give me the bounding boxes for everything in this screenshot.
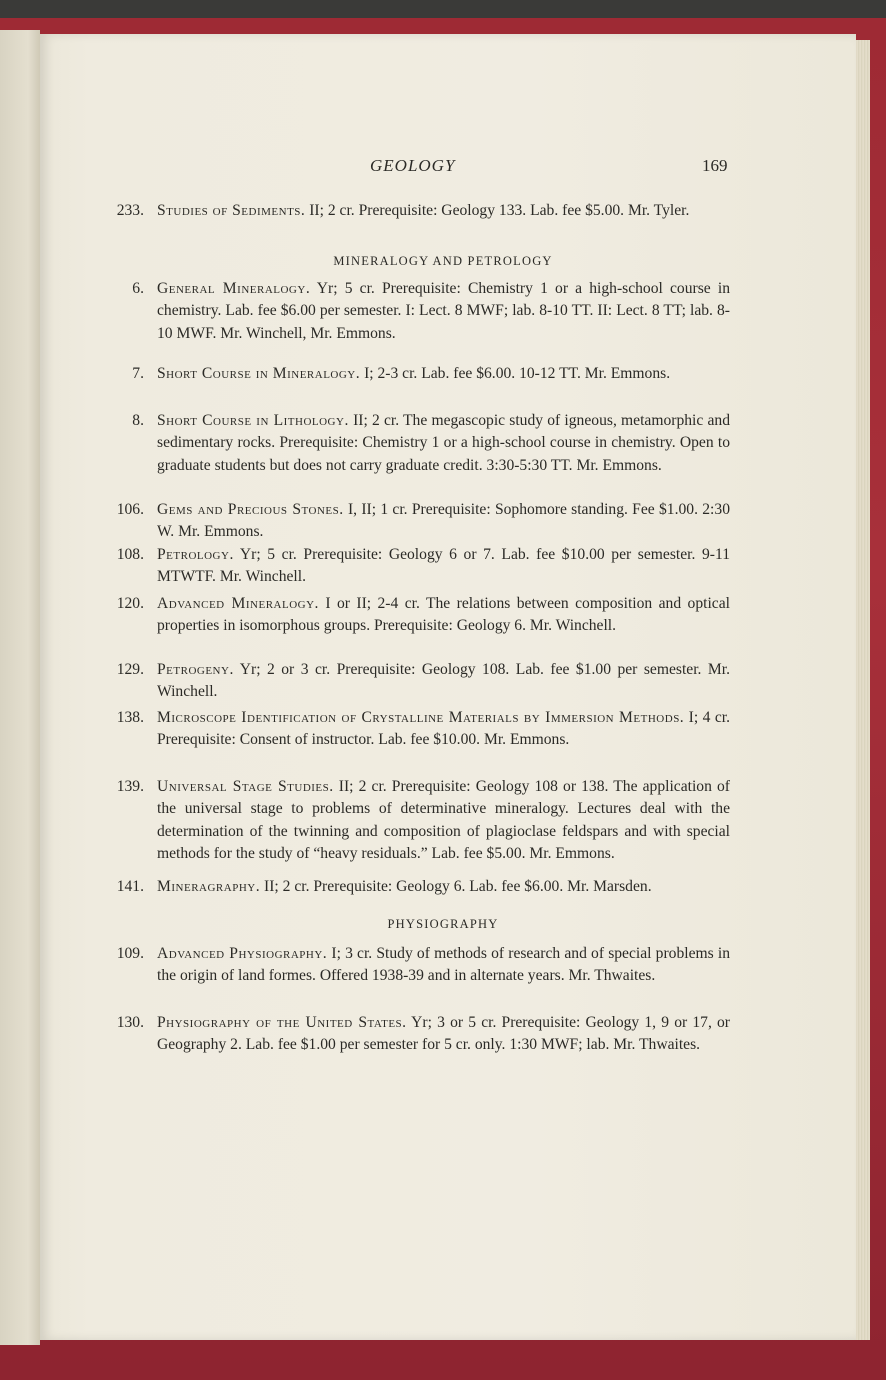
section-heading-physiography: PHYSIOGRAPHY [387, 917, 499, 931]
course-entry [110, 593, 730, 638]
facing-page-edge [0, 30, 40, 1345]
page-header [0, 156, 886, 180]
course-details: I or II; 2-4 cr. The relations between composition and optical properties in isomorphous groups. Prerequisite: Geology 6. Mr. Winchell. [157, 595, 730, 635]
course-title: Mineragraphy. [157, 878, 261, 895]
course-details: I; 2-3 cr. Lab. fee $6.00. 10-12 TT. Mr. Emmons. [364, 365, 671, 382]
course-title: Gems and Precious Stones. [157, 501, 344, 518]
course-details: II; 2 cr. The megascopic study of igneous, metamorphic and sedimentary rocks. Prerequisite: Chemistry 1 or a high-school course in chemistry. Open to graduate students but does not carry graduate credit. 3:30-5:30 TT. Mr. Emmons. [157, 412, 731, 474]
course-details: II; 2 cr. Prerequisite: Geology 6. Lab. fee $6.00. Mr. Marsden. [264, 878, 652, 895]
course-number: 129. [116, 661, 144, 678]
course-number: 7. [132, 365, 144, 382]
section-heading-mineralogy: MINERALOGY AND PETROLOGY [333, 254, 553, 268]
course-entry [110, 410, 730, 477]
course-entry [110, 499, 730, 544]
course-details: II; 2 cr. Prerequisite: Geology 108 or 138. The application of the universal stage to problems of determinative mineralogy. Lectures deal with the determination of the twinning and composition of plagioclase feldspars and with special methods for the study of “heavy residuals.” Lab. fee $5.00. Mr. Emmons. [157, 778, 730, 863]
course-title: Petrology. [157, 546, 234, 563]
course-details: I, II; 1 cr. Prerequisite: Sophomore standing. Fee $1.00. 2:30 W. Mr. Emmons. [157, 501, 730, 541]
course-details: Yr; 5 cr. Prerequisite: Chemistry 1 or a high-school course in chemistry. Lab. fee $6.00 per semester. I: Lect. 8 MWF; lab. 8-10 TT. II: Lect. 8 TT; lab. 8-10 MWF. Mr. Winchell, Mr. Emmons. [157, 280, 730, 342]
course-number: 141. [116, 878, 144, 895]
course-title: Microscope Identification of Crystalline Materials by Immersion Methods. [157, 709, 685, 726]
course-number: 139. [116, 778, 144, 795]
course-number: 130. [116, 1014, 144, 1031]
course-number: 233. [116, 202, 144, 219]
course-entry [110, 200, 730, 222]
course-entry [110, 707, 730, 752]
course-entry [110, 363, 730, 385]
course-number: 6. [132, 280, 144, 297]
course-title: Physiography of the United States. [157, 1014, 407, 1031]
course-title: Studies of Sediments. [157, 202, 306, 219]
course-entry [110, 659, 730, 704]
course-title: Short Course in Lithology. [157, 412, 349, 429]
running-title: GEOLOGY [370, 156, 456, 175]
course-entry [110, 544, 730, 589]
course-number: 109. [116, 945, 144, 962]
course-details: II; 2 cr. Prerequisite: Geology 133. Lab. fee $5.00. Mr. Tyler. [309, 202, 690, 219]
course-entry [110, 278, 730, 345]
course-number: 8. [132, 412, 144, 429]
course-details: I; 3 cr. Study of methods of research and of special problems in the origin of land formes. Offered 1938-39 and in alternate years. Mr. Thwaites. [157, 945, 730, 985]
course-title: Universal Stage Studies. [157, 778, 334, 795]
course-entry [110, 776, 730, 866]
course-entry [110, 943, 730, 988]
course-details: Yr; 2 or 3 cr. Prerequisite: Geology 108. Lab. fee $1.00 per semester. Mr. Winchell. [157, 661, 730, 701]
course-entry [110, 876, 730, 898]
course-number: 106. [116, 501, 144, 518]
course-title: Advanced Physiography. [157, 945, 328, 962]
course-number: 120. [116, 595, 144, 612]
course-details: I; 4 cr. Prerequisite: Consent of instructor. Lab. fee $10.00. Mr. Emmons. [157, 709, 730, 749]
course-title: Advanced Mineralogy. [157, 595, 319, 612]
course-number: 108. [116, 546, 144, 563]
course-title: Short Course in Mineralogy. [157, 365, 361, 382]
course-title: General Mineralogy. [157, 280, 311, 297]
course-number: 138. [116, 709, 144, 726]
course-details: Yr; 3 or 5 cr. Prerequisite: Geology 1, 9 or 17, or Geography 2. Lab. fee $1.00 per semester for 5 cr. only. 1:30 MWF; lab. Mr. Thwaites. [157, 1014, 731, 1054]
course-entry [110, 1012, 730, 1057]
course-title: Petrogeny. [157, 661, 234, 678]
page-number: 169 [702, 156, 728, 175]
course-details: Yr; 5 cr. Prerequisite: Geology 6 or 7. Lab. fee $10.00 per semester. 9-11 MTWTF. Mr. Winchell. [157, 546, 730, 586]
